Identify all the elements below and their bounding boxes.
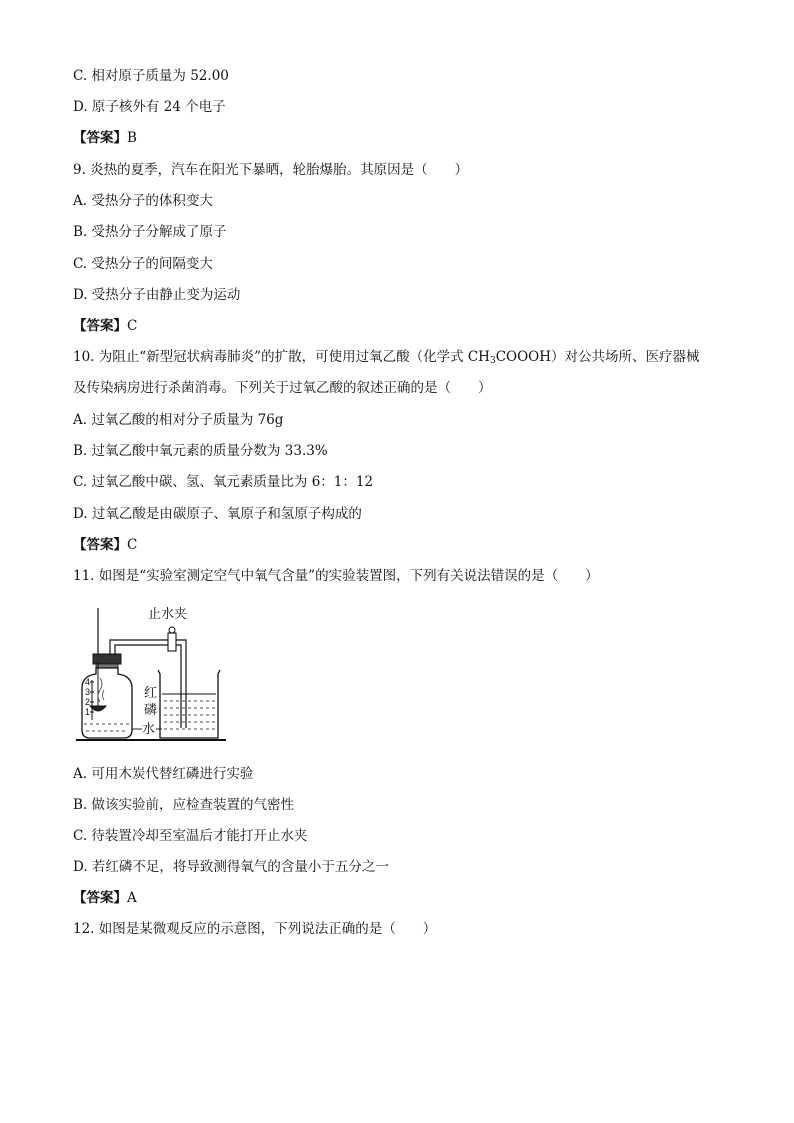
answer-value: B xyxy=(127,130,137,146)
answer-q11 xyxy=(73,889,137,907)
option-d-q11: D. 若红磷不足，将导致测得氧气的含量小于五分之一 xyxy=(73,859,389,875)
phosphorus-label-2: 磷 xyxy=(144,703,158,718)
option-d-q9: D. 受热分子由静止变为运动 xyxy=(73,287,241,303)
clamp-icon xyxy=(168,633,176,651)
answer-label: 【答案】 xyxy=(73,537,127,553)
delivery-tube-inner xyxy=(174,645,181,728)
option-d-q10: D. 过氧乙酸是由碳原子、氧原子和氢原子构成的 xyxy=(73,506,362,522)
answer-label: 【答案】 xyxy=(73,130,127,146)
answer-q10 xyxy=(73,536,137,554)
answer-value: A xyxy=(127,890,137,906)
answer-value: C xyxy=(127,318,138,334)
smoke-icon xyxy=(98,678,102,702)
option-c-q10: C. 过氧乙酸中碳、氢、氧元素质量比为 6：1：12 xyxy=(73,474,374,490)
option-b-q9: B. 受热分子分解成了原子 xyxy=(73,224,227,240)
apparatus-svg xyxy=(76,600,236,750)
answer-value: C xyxy=(127,537,138,553)
beaker xyxy=(158,670,220,738)
option-b-q10: B. 过氧乙酸中氧元素的质量分数为 33.3% xyxy=(73,443,328,459)
answer-label: 【答案】 xyxy=(73,890,127,906)
formula-subscript: 3 xyxy=(489,356,496,366)
water-label: 水 xyxy=(142,722,156,737)
question-10-line-1 xyxy=(73,348,700,370)
question-10-line-2: 及传染病房进行杀菌消毒。下列关于过氧乙酸的叙述正确的是（ ） xyxy=(73,380,492,396)
scale-mark-4: 4 xyxy=(85,677,91,687)
connecting-tube-inner xyxy=(115,645,174,656)
option-d-q8: D. 原子核外有 24 个电子 xyxy=(73,99,226,115)
option-a-q11: A. 可用木炭代替红磷进行实验 xyxy=(73,766,254,782)
option-c-q11: C. 待装置冷却至室温后才能打开止水夹 xyxy=(73,828,308,844)
scale-mark-1: 1 xyxy=(85,707,91,717)
answer-q8 xyxy=(73,129,137,147)
answer-label: 【答案】 xyxy=(73,318,127,334)
option-c-q8: C. 相对原子质量为 52.00 xyxy=(73,68,229,84)
scale-mark-3: 3 xyxy=(85,687,91,697)
option-c-q9: C. 受热分子的间隔变大 xyxy=(73,256,213,272)
stopper xyxy=(93,654,121,664)
option-b-q11: B. 做该实验前，应检查装置的气密性 xyxy=(73,797,295,813)
option-a-q9: A. 受热分子的体积变大 xyxy=(73,193,213,209)
phosphorus-label-1: 红 xyxy=(144,686,158,701)
question-11: 11. 如图是“实验室测定空气中氧气含量”的实验装置图，下列有关说法错误的是（ ） xyxy=(73,568,599,584)
question-12: 12. 如图是某微观反应的示意图，下列说法正确的是（ ） xyxy=(73,921,437,937)
question-10-text-a: 10. 为阻止“新型冠状病毒肺炎”的扩散，可使用过氧乙酸（化学式 CH xyxy=(73,349,490,365)
option-a-q10: A. 过氧乙酸的相对分子质量为 76g xyxy=(73,412,284,428)
smoke-icon xyxy=(103,690,105,700)
oxygen-experiment-diagram xyxy=(76,600,236,750)
question-10-text-b: COOOH）对公共场所、医疗器械 xyxy=(495,349,700,365)
answer-q9 xyxy=(73,317,137,335)
clamp-label: 止水夹 xyxy=(148,607,188,622)
scale-mark-2: 2 xyxy=(85,697,91,707)
question-9: 9. 炎热的夏季，汽车在阳光下暴晒，轮胎爆胎。其原因是（ ） xyxy=(73,162,469,178)
clamp-screw-icon xyxy=(169,627,175,633)
